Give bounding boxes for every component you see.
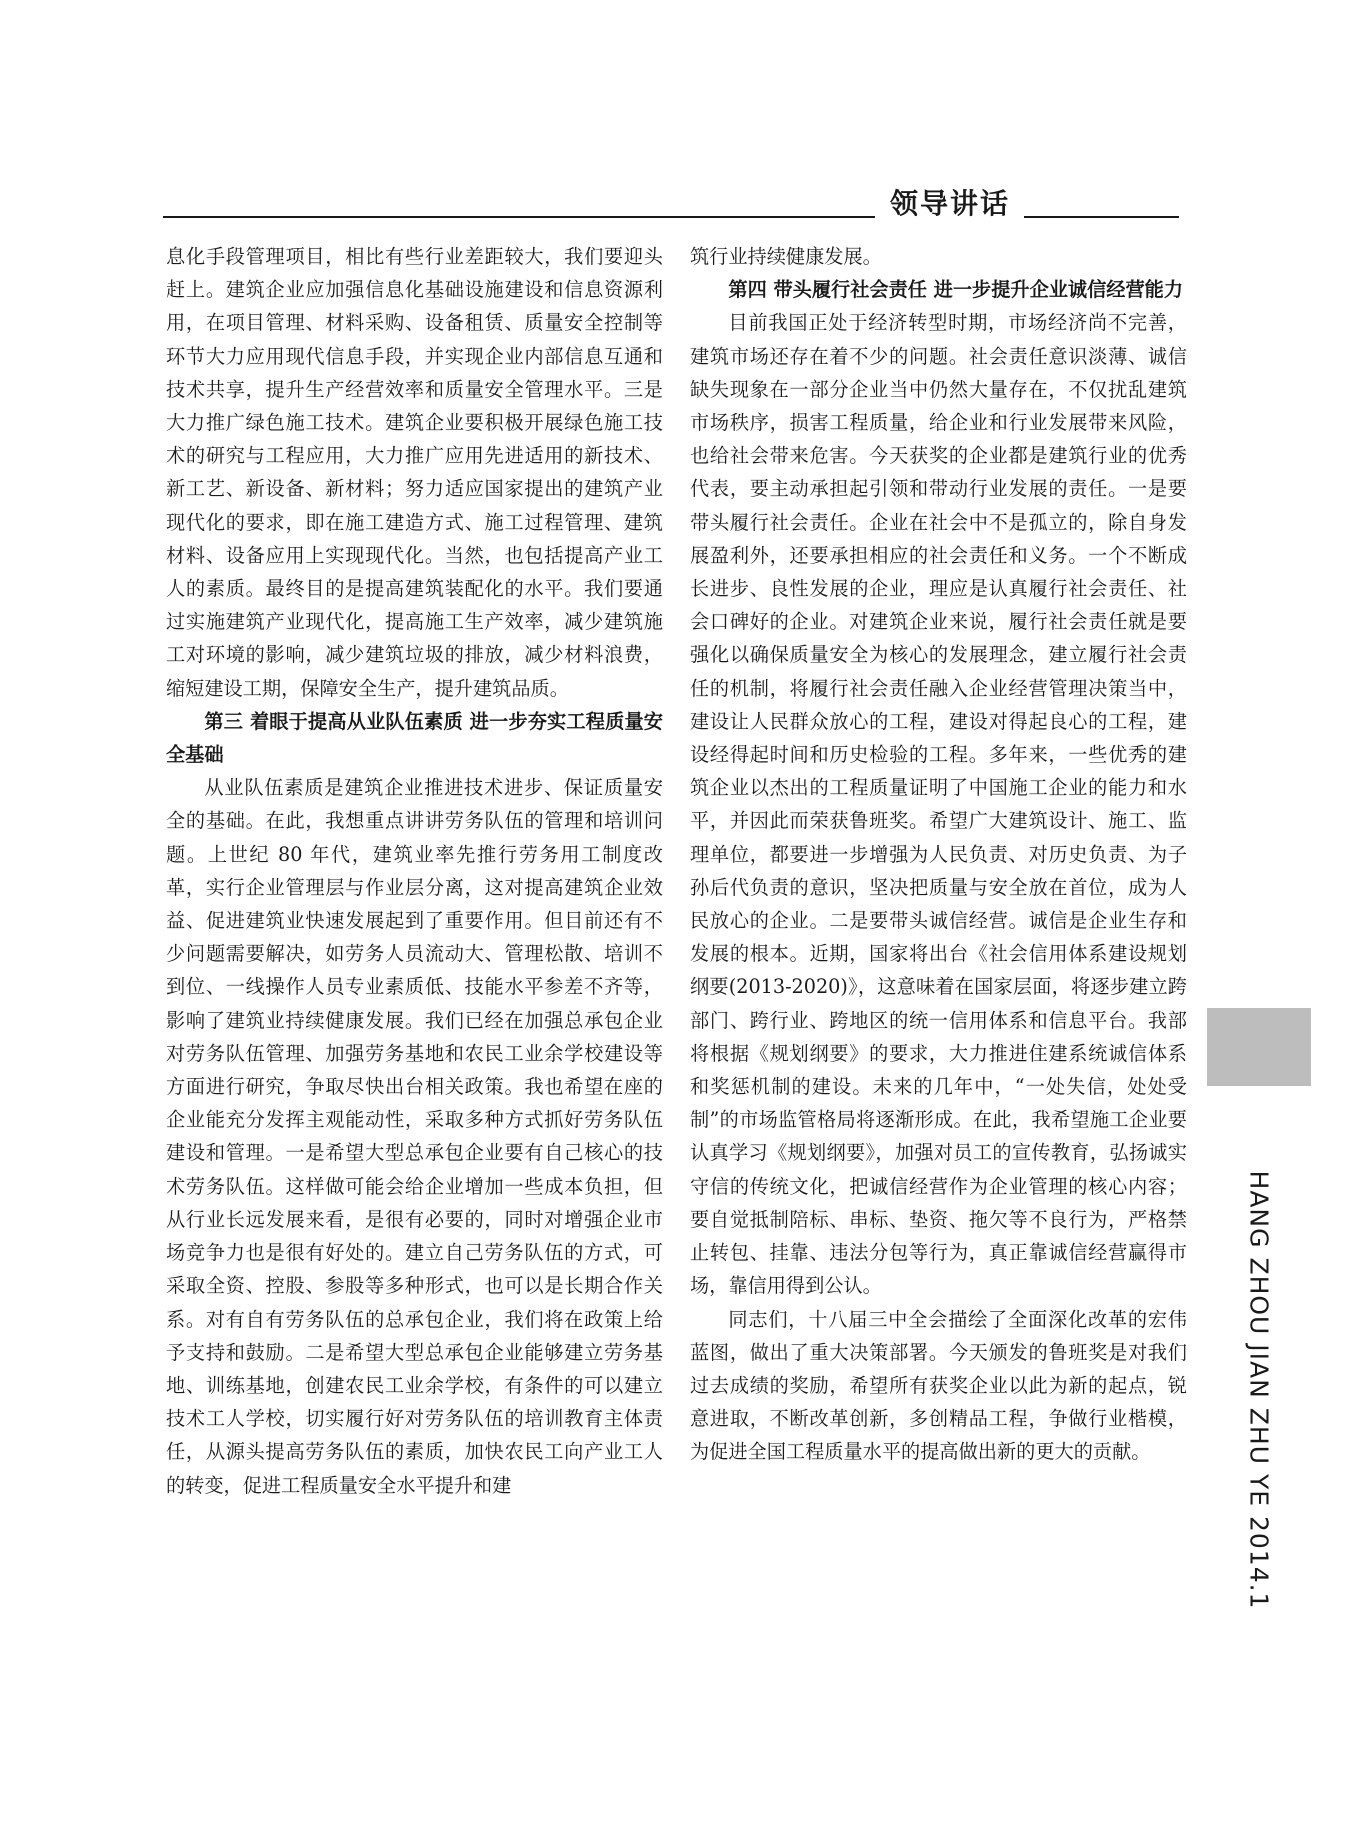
right-column [690,240,1187,1469]
paragraph: 息化手段管理项目，相比有些行业差距较大，我们要迎头赶上。建筑企业应加强信息化基础设施建设和信息资源利用，在项目管理、材料采购、设备租赁、质量安全控制等环节大力应用现代信息手段，并实现企业内部信息互通和技术共享，提升生产经营效率和质量安全管理水平。三是大力推广绿色施工技术。建筑企业要积极开展绿色施工技术的研究与工程应用，大力推广应用先进适用的新技术、新工艺、新设备、新材料；努力适应国家提出的建筑产业现代化的要求，即在施工建造方式、施工过程管理、建筑材料、设备应用上实现现代化。当然，也包括提高产业工人的素质。最终目的是提高建筑装配化的水平。我们要通过实施建筑产业现代化，提高施工生产效率，减少建筑施工对环境的影响，减少建筑垃圾的排放，减少材料浪费，缩短建设工期，保障安全生产，提升建筑品质。 [166,245,663,700]
left-column [166,240,663,1502]
section-heading: 第三 着眼于提高从业队伍素质 进一步夯实工程质量安全基础 [166,709,663,767]
journal-name: HANG ZHOU JIAN ZHU YE 2014.1 [1244,1170,1274,1610]
paragraph: 同志们，十八届三中全会描绘了全面深化改革的宏伟蓝图，做出了重大决策部署。今天颁发的鲁班奖是对我们过去成绩的奖励，希望所有获奖企业以此为新的起点，锐意进取，不断改革创新，多创精品工程，争做行业楷模，为促进全国工程质量水平的提高做出新的更大的贡献。 [690,1307,1187,1464]
section-title: 领导讲话 [889,187,1010,220]
section-heading: 第四 带头履行社会责任 进一步提升企业诚信经营能力 [728,278,1184,302]
paragraph: 目前我国正处于经济转型时期，市场经济尚不完善，建筑市场还存在着不少的问题。社会责任意识淡薄、诚信缺失现象在一部分企业当中仍然大量存在，不仅扰乱建筑市场秩序，损害工程质量，给企业和行业发展带来风险，也给社会带来危害。今天获奖的企业都是建筑行业的优秀代表，要主动承担起引领和带动行业发展的责任。一是要带头履行社会责任。企业在社会中不是孤立的，除自身发展盈利外，还要承担相应的社会责任和义务。一个不断成长进步、良性发展的企业，理应是认真履行社会责任、社会口碑好的企业。对建筑企业来说，履行社会责任就是要强化以确保质量安全为核心的发展理念，建立履行社会责任的机制，将履行社会责任融入企业经营管理决策当中，建设让人民群众放心的工程，建设对得起良心的工程，建设经得起时间和历史检验的工程。多年来，一些优秀的建筑企业以杰出的工程质量证明了中国施工企业的能力和水平，并因此而荣获鲁班奖。希望广大建筑设计、施工、监理单位，都要进一步增强为人民负责、对历史负责、为子孙后代负责的意识，坚决把质量与安全放在首位，成为人民放心的企业。二是要带头诚信经营。诚信是企业生存和发展的根本。近期，国家将出台《社会信用体系建设规划纲要(2013-2020)》，这意味着在国家层面，将逐步建立跨部门、跨行业、跨地区的统一信用体系和信息平台。我部将根据《规划纲要》的要求，大力推进住建系统诚信体系和奖惩机制的建设。未来的几年中，“一处失信，处处受制”的市场监管格局将逐渐形成。在此，我希望施工企业要认真学习《规划纲要》，加强对员工的宣传教育，弘扬诚实守信的传统文化，把诚信经营作为企业管理的核心内容；要自觉抵制陪标、串标、垫资、拖欠等不良行为，严格禁止转包、挂靠、违法分包等行为，真正靠诚信经营赢得市场，靠信用得到公认。 [690,311,1187,1298]
header-rule-right [1024,216,1179,218]
header-rule-left [163,216,875,218]
paragraph: 筑行业持续健康发展。 [690,245,882,268]
side-tab-marker [1207,1008,1311,1086]
paragraph: 从业队伍素质是建筑企业推进技术进步、保证质量安全的基础。在此，我想重点讲讲劳务队伍的管理和培训问题。上世纪 80 年代，建筑业率先推行劳务用工制度改革，实行企业管理层与作业层分离，这对提高建筑企业效益、促进建筑业快速发展起到了重要作用。但目前还有不少问题需要解决，如劳务人员流动大、管理松散、培训不到位、一线操作人员专业素质低、技能水平参差不齐等，影响了建筑业持续健康发展。我们已经在加强总承包企业对劳务队伍管理、加强劳务基地和农民工业余学校建设等方面进行研究，争取尽快出台相关政策。我也希望在座的企业能充分发挥主观能动性，采取多种方式抓好劳务队伍建设和管理。一是希望大型总承包企业要有自己核心的技术劳务队伍。这样做可能会给企业增加一些成本负担，但从行业长远发展来看，是很有必要的，同时对增强企业市场竞争力也是很有好处的。建立自己劳务队伍的方式，可采取全资、控股、参股等多种形式，也可以是长期合作关系。对有自有劳务队伍的总承包企业，我们将在政策上给予支持和鼓励。二是希望大型总承包企业能够建立劳务基地、训练基地，创建农民工业余学校，有条件的可以建立技术工人学校，切实履行好对劳务队伍的培训教育主体责任，从源头提高劳务队伍的素质，加快农民工向产业工人的转变，促进工程质量安全水平提升和建 [166,776,663,1497]
